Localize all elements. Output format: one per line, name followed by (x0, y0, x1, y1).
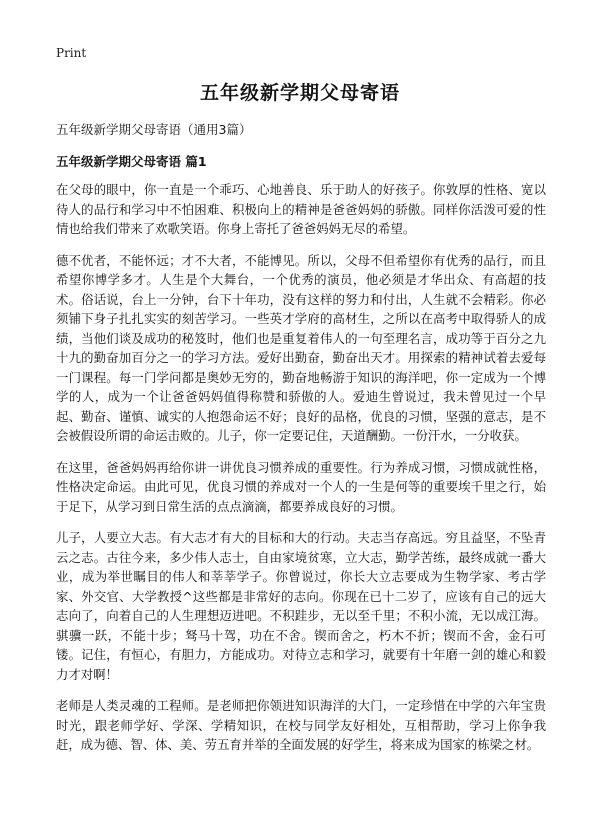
paragraph-2: 德不优者，不能怀远；才不大者，不能博见。所以，父母不但希望你有优秀的品行，而且希望你博学多才。人生是个大舞台，一个优秀的演员，他必须是才华出众、有高超的技术。俗话说，台上一分钟，台下十年功，没有这样的努力和付出，人生就不会精彩。你必须铺下身子扎扎实实的刻苦学习。一些英才学府的高材生，之所以在高考中取得骄人的成绩，当他们谈及成功的秘笈时，他们也是重复着伟人的一句至理名言，成功等于百分之九十九的勤奋加百分之一的学习方法。爱好出勤奋，勤奋出天才。用探索的精神试着去爱每一门课程。每一门学问都是奥妙无穷的，勤奋地畅游于知识的海洋吧，你一定成为一个博学的人，成为一个让爸爸妈妈值得称赞和骄傲的人。爱迪生曾说过，我未曾见过一个早起、勤奋、谨慎、诚实的人抱怨命运不好；良好的品格，优良的习惯，坚强的意志，是不会被假设所谓的命运击败的。儿子，你一定要记住，天道酬勤。一份汗水，一分收获。 (56, 252, 546, 443)
paragraph-4: 儿子，人要立大志。有大志才有大的目标和大的行动。夫志当存高远。穷且益坚，不坠青云之志。古往今来，多少伟人志士，自由家境贫寒，立大志，勤学苦练，最终成就一番大业，成为举世瞩目的伟人和莘莘学子。你曾说过，你长大立志要成为生物学家、考古学家、外交官、大学教授^这些都是非常好的志向。你现在已十二岁了，应该有自己的远大志向了，向着自己的人生理想迈进吧。不积跬步，无以至千里；不积小流，无以成江海。骐骥一跃，不能十步；驽马十驾，功在不舍。锲而舍之，朽木不折；锲而不舍，金石可镂。记住，有恒心，有胆力，方能成功。对待立志和学习，就要有十年磨一剑的雄心和毅力才对啊！ (56, 530, 546, 682)
print-link[interactable]: Print (56, 46, 87, 60)
paragraph-5: 老师是人类灵魂的工程师。是老师把你领进知识海洋的大门，一定珍惜在中学的六年宝贵时光，跟老师学好、学深、学精知识，在校与同学友好相处，互相帮助，学习上你争我赶，成为德、智、体、美、劳五育并举的全面发展的好学生，将来成为国家的栋梁之材。 (56, 698, 546, 752)
paragraph-3: 在这里，爸爸妈妈再给你讲一讲优良习惯养成的重要性。行为养成习惯，习惯成就性格，性格决定命运。由此可见，优良习惯的养成对一个人的一生是何等的重要埃千里之行，始于足下，从学习到日常生活的点点滴滴，都要养成良好的习惯。 (56, 459, 546, 514)
document-subtitle: 五年级新学期父母寄语（通用3篇） (56, 122, 252, 137)
document-body (56, 180, 546, 767)
paragraph-1: 在父母的眼中，你一直是一个乖巧、心地善良、乐于助人的好孩子。你敦厚的性格、宽以待人的品行和学习中不怕困难、积极向上的精神是爸爸妈妈的骄傲。同样你活泼可爱的性情也给我们带来了欢歌笑语。你身上寄托了爸爸妈妈无尽的希望。 (56, 182, 546, 236)
section-heading: 五年级新学期父母寄语 篇1 (56, 154, 207, 169)
document-title: 五年级新学期父母寄语 (199, 82, 400, 104)
